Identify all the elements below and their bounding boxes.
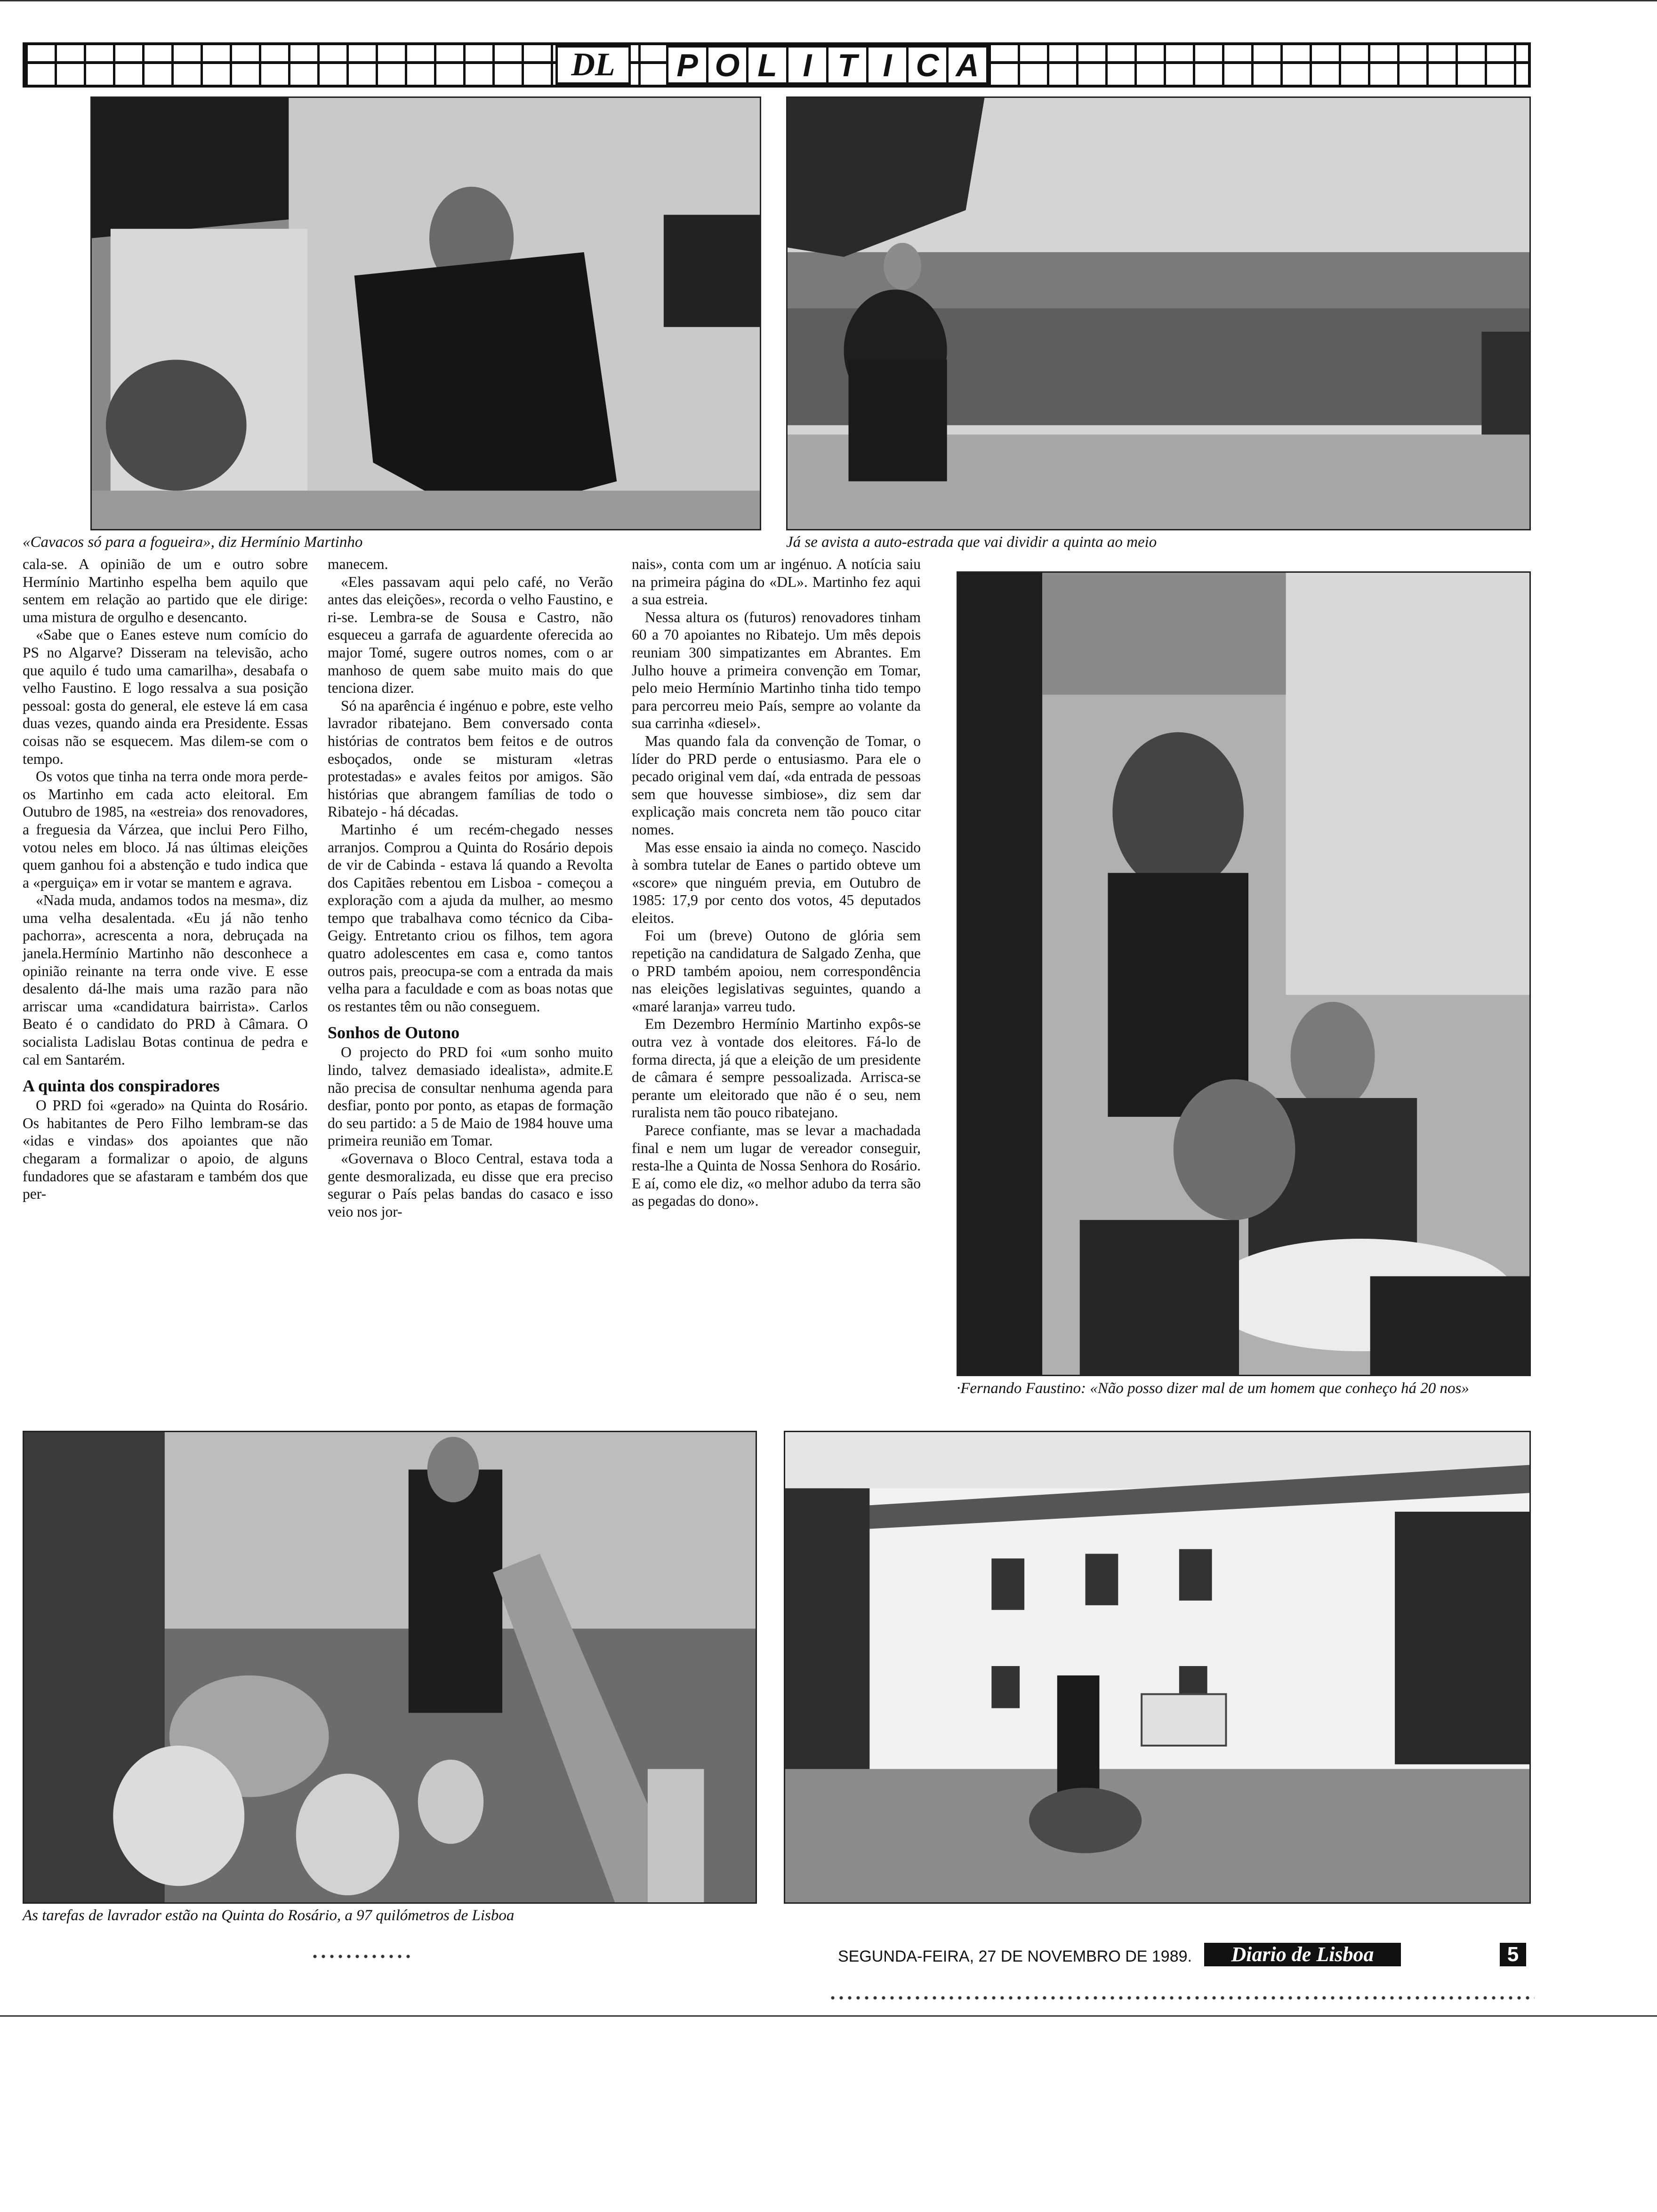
paragraph: Mas quando fala da convenção de Tomar, o líder do PRD perde o entusiasmo. Para ele o pecado original vem daí, «da entrada de pessoas sem que houvesse simbiose», diz sem dar explicação mais concreta nem tão pouco citar nomes.: [632, 732, 921, 838]
paragraph: O PRD foi «gerado» na Quinta do Rosário. Os habitantes de Pero Filho lembram-se das «idas e vindas» dos apoiantes que não chegaram a formalizar o apoio, de alguns fundadores que se afastaram e também dos que per-: [23, 1097, 308, 1202]
article-column-2: [328, 555, 613, 1220]
section-letter: T: [826, 45, 869, 85]
caption-landscape: Já se avista a auto-estrada que vai dividir a quinta ao meio: [786, 534, 1157, 551]
article-column-1: [23, 555, 308, 1203]
page-edge-rule: [0, 2015, 1657, 2017]
paragraph: Parece confiante, mas se levar a machadada final e nem um lugar de vereador conseguir, resta-lhe a Quinta de Nossa Senhora do Rosário. E aí, como ele diz, «o melhor adubo da terra são as pegadas do dono».: [632, 1122, 921, 1210]
photo-fireplace: [90, 96, 761, 530]
paragraph: «Eles passavam aqui pelo café, no Verão antes das eleições», recorda o velho Faustino, e ri-se. Lembra-se de Sousa e Castro, não esqueceu a garrafa de aguardente oferecida ao major Tomé, sugere outros nomes, com o ar manhoso de quem sabe muito mais do que tenciona dizer.: [328, 573, 613, 697]
paragraph: cala-se. A opinião de um e outro sobre Hermínio Martinho espelha bem aquilo que sentem em relação ao partido que ele dirige: uma mistura de orgulho e desencanto.: [23, 556, 308, 625]
paragraph: Foi um (breve) Outono de glória sem repetição na candidatura de Salgado Zenha, que o PRD também apoiou, nem correspondência nas eleições legislativas seguintes, quando a «maré laranja» varreu tudo.: [632, 927, 921, 1015]
page-number: 5: [1500, 1943, 1526, 1966]
paragraph: nais», conta com um ar ingénuo. A notícia saiu na primeira página do «DL». Martinho fez aqui a sua estreia.: [632, 556, 921, 608]
photo-cafe-table: [957, 571, 1531, 1376]
section-letter: C: [906, 45, 949, 85]
section-letter: I: [866, 45, 909, 85]
paragraph: Em Dezembro Hermínio Martinho expôs-se outra vez à vontade dos eleitores. Fá-lo de forma directa, já que a eleição de um presidente de câmara é sempre pessoalizada. Arrisca-se perante um eleitorado que não é o seu, nem ruralista nem tão pouco ribatejano.: [632, 1016, 921, 1121]
subheading: A quinta dos conspiradores: [23, 1076, 220, 1096]
page-top-rule: [0, 0, 1657, 1]
subheading: Sonhos de Outono: [328, 1023, 460, 1042]
photo-landscape: [786, 96, 1531, 530]
paragraph: «Governava o Bloco Central, estava toda a gente desmoralizada, eu disse que era preciso segurar o País pelas bandas do casaco e isso veio nos jor-: [328, 1150, 613, 1220]
decorative-dots: [828, 1996, 1535, 2000]
section-letter: P: [666, 45, 708, 85]
paragraph: Mas esse ensaio ia ainda no começo. Nascido à sombra tutelar de Eanes o partido obteve um «score» que ninguém previa, em Outubro de 1985: 17,9 por cento dos votos, 45 deputados eleitos.: [632, 839, 921, 926]
paragraph: Só na aparência é ingénuo e pobre, este velho lavrador ribatejano. Bem conversado conta histórias de contratos bem feitos e de outros esboçados, onde se misturam «letras protestadas» e avales feitos por amigos. São histórias que abrangem famílias de todo o Ribatejo - há décadas.: [328, 697, 613, 820]
article-column-3: [632, 555, 921, 1210]
newspaper-logo: DL: [555, 45, 631, 85]
photo-sheep: [23, 1431, 757, 1904]
section-letter: I: [786, 45, 828, 85]
paragraph: O projecto do PRD foi «um sonho muito lindo, talvez demasiado idealista», admite.E não precisa de consultar nenhuma agenda para desfiar, ponto por ponto, as etapas de formação do seu partido: a 5 de Maio de 1984 houve uma primeira reunião em Tomar.: [328, 1044, 613, 1149]
issue-date: SEGUNDA-FEIRA, 27 DE NOVEMBRO DE 1989.: [838, 1948, 1192, 1965]
photo-farmhouse: [784, 1431, 1531, 1904]
paragraph: «Nada muda, andamos todos na mesma», diz uma velha desalentada. «Eu já não tenho pachorra», acrescenta a nora, debruçada na janela.Hermínio Martinho não desconhece a opinião reinante na terra onde vive. E esse desalento dá-lhe mais uma razão para não arriscar uma «candidatura bairrista». Carlos Beato é o candidato do PRD à Câmara. O socialista Ladislau Botas continua de pedra e cal em Santarém.: [23, 892, 308, 1068]
caption-sheep: As tarefas de lavrador estão na Quinta do Rosário, a 97 quilómetros de Lisboa: [23, 1907, 515, 1924]
section-letter: A: [946, 45, 989, 85]
caption-fireplace: «Cavacos só para a fogueira», diz Hermínio Martinho: [23, 534, 363, 551]
section-title: [668, 45, 989, 85]
paragraph: Nessa altura os (futuros) renovadores tinham 60 a 70 apoiantes no Ribatejo. Um mês depois reuniam 300 simpatizantes em Abrantes. Em Julho houve a primeira convenção em Tomar, pelo meio Hermínio Martinho tinha tido tempo para percorreu meio País, sempre ao volante da sua carrinha «diesel».: [632, 609, 921, 732]
paragraph: manecem.: [328, 556, 388, 572]
paragraph: Os votos que tinha na terra onde mora perde-os Martinho em cada acto eleitoral. Em Outubro de 1985, na «estreia» dos renovadores, a freguesia da Várzea, que inclui Pero Filho, votou neles em bloco. Já nas últimas eleições quem ganhou foi a abstenção e tudo indica que a «perguiça» em ir votar se mantem e agrava.: [23, 768, 308, 891]
decorative-dots: [311, 1954, 414, 1959]
caption-cafe-table: ·Fernando Faustino: «Não posso dizer mal de um homem que conheço há 20 nos»: [957, 1380, 1469, 1397]
section-letter: L: [746, 45, 788, 85]
paragraph: «Sabe que o Eanes esteve num comício do PS no Algarve? Disseram na televisão, acho que aquilo é tudo uma camarilha», desabafa o velho Faustino. E logo ressalva a sua posição pessoal: gosta do general, ele esteve lá em casa duas vezes, quando ainda era Presidente. Essas coisas não se esquecem. Mas dilem-se com o tempo.: [23, 626, 308, 767]
section-letter: O: [706, 45, 748, 85]
newspaper-name: Diario de Lisboa: [1204, 1943, 1401, 1966]
paragraph: Martinho é um recém-chegado nesses arranjos. Comprou a Quinta do Rosário depois de vir de Cabinda - estava lá quando a Revolta dos Capitães rebentou em Lisboa - começou a exploração com a ajuda da mulher, ao mesmo tempo que trabalhava como técnico da Ciba-Geigy. Entretanto criou os filhos, tem agora quatro adolescentes em casa e, como tantos outros pais, preocupa-se com a entrada da mais velha para a faculdade e com as boas notas que os restantes têm ou não conseguem.: [328, 821, 613, 1015]
